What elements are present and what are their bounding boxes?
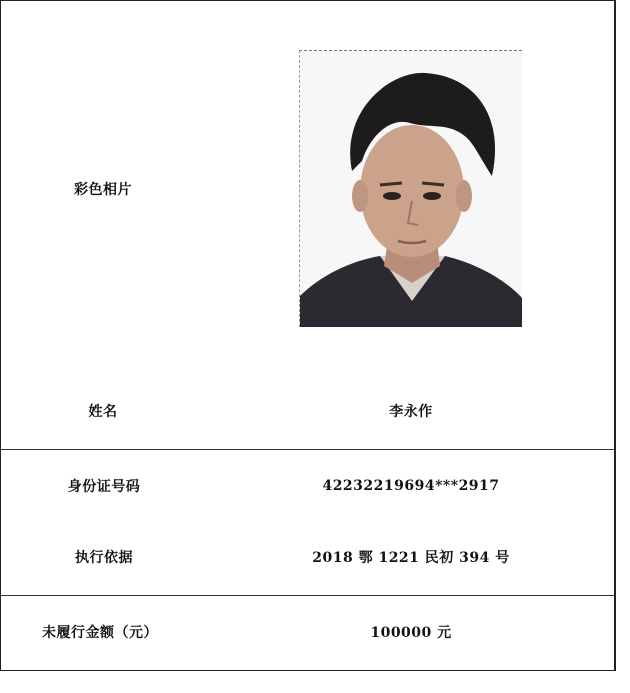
- name-label: 姓名: [88, 404, 118, 420]
- execution-basis-value: 2018 鄂 1221 民初 394 号: [312, 550, 510, 566]
- name-value: 李永作: [389, 404, 433, 420]
- row-divider: [1, 449, 614, 450]
- unpaid-amount-label: 未履行金额（元）: [42, 625, 158, 641]
- portrait-image: [300, 51, 522, 327]
- execution-basis-label: 执行依据: [75, 550, 133, 566]
- row-divider: [1, 595, 614, 596]
- id-number-label: 身份证号码: [67, 479, 141, 495]
- photo-label: 彩色相片: [74, 182, 132, 198]
- unpaid-amount-value: 100000 元: [370, 625, 452, 641]
- id-number-value: 42232219694***2917: [322, 478, 500, 494]
- portrait-photo: [299, 50, 522, 327]
